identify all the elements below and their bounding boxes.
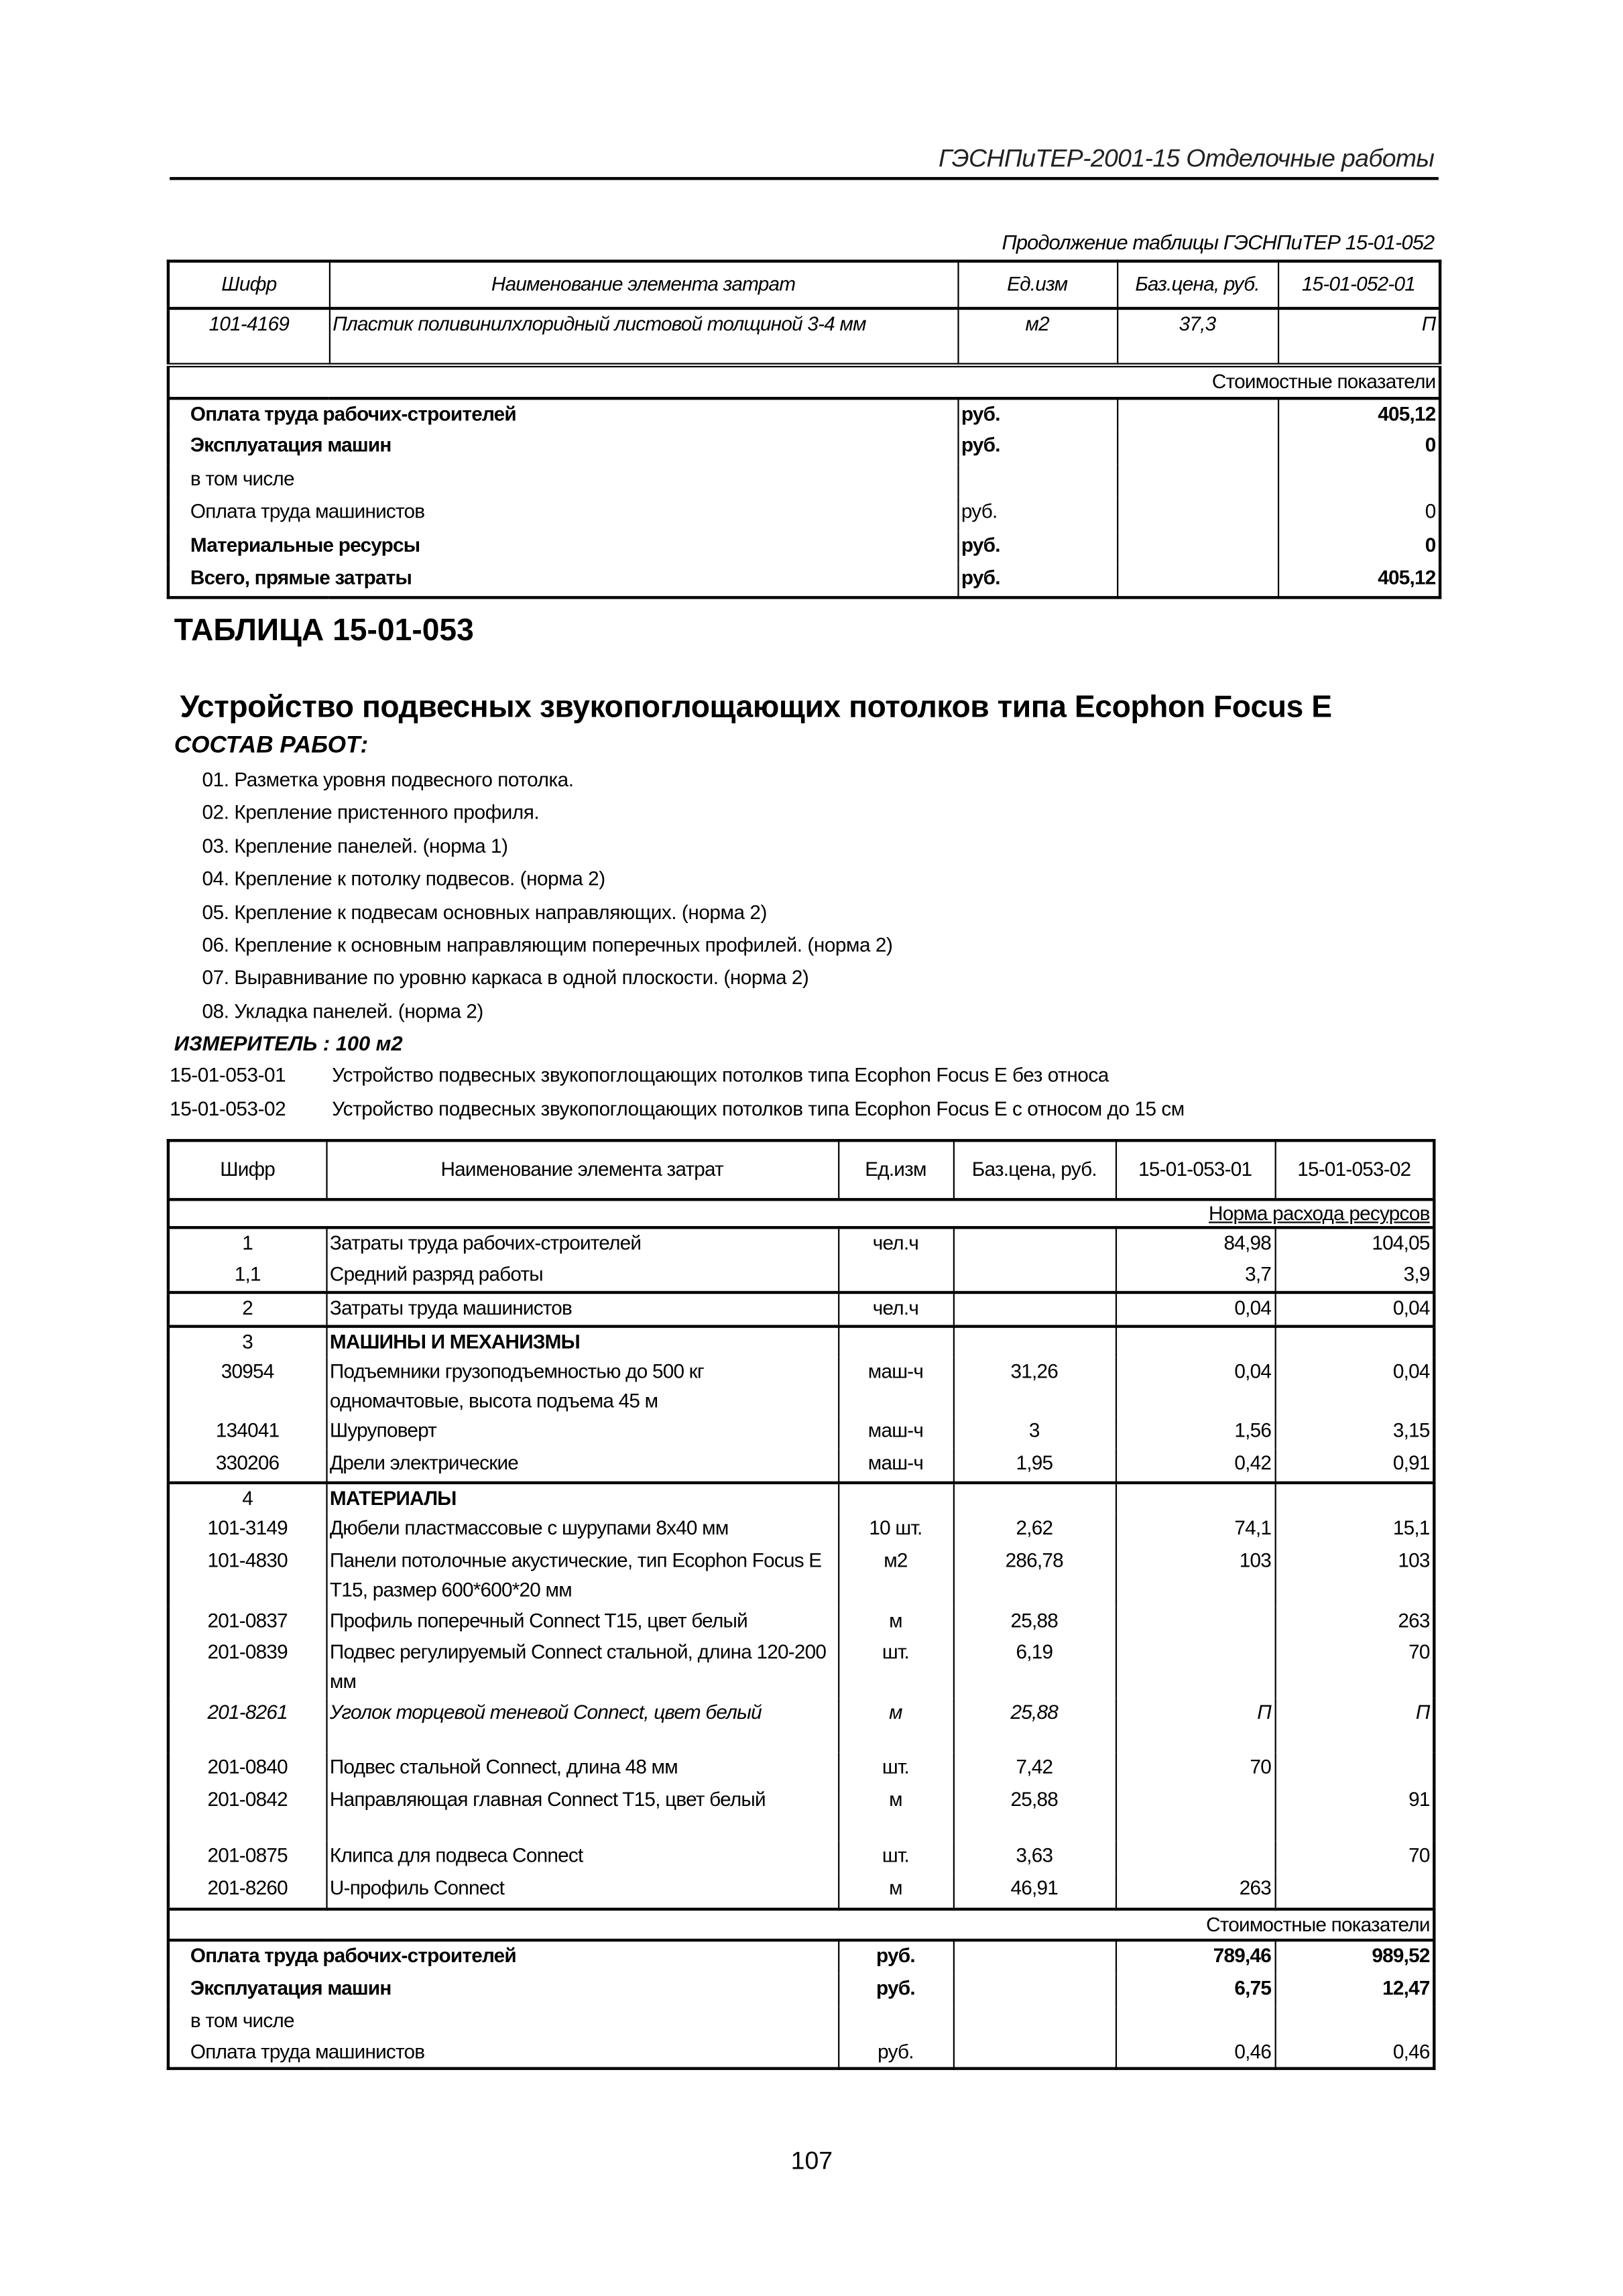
col-header-price: Баз.цена, руб. bbox=[953, 1140, 1116, 1199]
col-header-code: Шифр bbox=[220, 1158, 276, 1181]
page-number: 107 bbox=[790, 2147, 833, 2175]
work-item: 03. Крепление панелей. (норма 1) bbox=[202, 835, 508, 857]
resource-price: 1,95 bbox=[953, 1449, 1116, 1483]
resource-norm-02: 91 bbox=[1275, 1785, 1435, 1841]
summary-price bbox=[953, 1940, 1116, 1974]
resource-unit: м bbox=[838, 1698, 953, 1752]
resource-code: 201-0837 bbox=[207, 1610, 288, 1632]
row-price: 37,3 bbox=[1117, 308, 1278, 365]
summary-value-02: 989,52 bbox=[1275, 1940, 1435, 1974]
cost-header-row bbox=[168, 365, 1440, 398]
meter-label: ИЗМЕРИТЕЛЬ : 100 м2 bbox=[174, 1031, 403, 1055]
resource-price: 286,78 bbox=[953, 1547, 1116, 1607]
resource-code: 201-8260 bbox=[207, 1876, 288, 1899]
resource-name: Подъемники грузоподъемностью до 500 кг одномачтовые, высота подъема 45 м bbox=[326, 1357, 838, 1416]
row-unit: м2 bbox=[957, 308, 1117, 365]
col-header-unit: Ед.изм bbox=[957, 261, 1117, 308]
resource-norm-02 bbox=[1275, 1874, 1435, 1909]
variant-text: Устройство подвесных звукопоглощающих потолков типа Ecophon Focus E без относа bbox=[332, 1063, 1109, 1086]
resource-norm-02: П bbox=[1275, 1698, 1435, 1752]
resource-price bbox=[953, 1260, 1116, 1292]
summary-label: Всего, прямые затраты bbox=[190, 567, 412, 590]
table-continuation-caption: Продолжение таблицы ГЭСНПиТЕР 15-01-052 bbox=[1002, 230, 1435, 254]
summary-unit: руб. bbox=[957, 497, 1117, 531]
resource-unit: маш-ч bbox=[838, 1449, 953, 1483]
summary-label: Эксплуатация машин bbox=[190, 1977, 392, 2000]
cost-header: Стоимостные показатели bbox=[1211, 369, 1436, 392]
summary-row bbox=[168, 531, 1440, 564]
resource-row bbox=[168, 1416, 1434, 1449]
resource-norm-01: 0,42 bbox=[1116, 1449, 1275, 1483]
col-header-name: Наименование элемента затрат bbox=[329, 261, 958, 308]
resource-norm-01 bbox=[1116, 1607, 1275, 1638]
summary-value-01: 0,46 bbox=[1116, 2037, 1275, 2068]
table-row bbox=[168, 308, 1440, 365]
resource-unit: чел.ч bbox=[838, 1227, 953, 1260]
work-item: 08. Укладка панелей. (норма 2) bbox=[202, 1000, 483, 1022]
resource-code: 134041 bbox=[215, 1419, 280, 1442]
summary-label: в том числе bbox=[190, 467, 294, 490]
col-header-name: Наименование элемента затрат bbox=[326, 1140, 838, 1199]
cost-header: Стоимостные показатели bbox=[1206, 1913, 1430, 1936]
resource-name: Подвес стальной Connect, длина 48 мм bbox=[326, 1753, 838, 1785]
row-name: Пластик поливинилхлоридный листовой толщиной 3-4 мм bbox=[329, 308, 958, 365]
summary-label: Оплата труда машинистов bbox=[190, 500, 425, 523]
resource-code: 201-0840 bbox=[207, 1756, 288, 1778]
summary-row bbox=[168, 465, 1440, 498]
resource-price: 25,88 bbox=[953, 1785, 1116, 1841]
resource-row bbox=[168, 1514, 1434, 1546]
resource-row bbox=[168, 1607, 1434, 1638]
summary-row bbox=[168, 398, 1440, 431]
summary-price bbox=[1117, 398, 1278, 431]
summary-unit: руб. bbox=[838, 1974, 953, 2006]
summary-price bbox=[1117, 564, 1278, 598]
summary-unit: руб. bbox=[957, 398, 1117, 431]
summary-value-01 bbox=[1116, 2006, 1275, 2037]
table-name: ТАБЛИЦА 15-01-053 bbox=[174, 613, 474, 648]
resource-norm-02: 70 bbox=[1275, 1841, 1435, 1874]
resource-price: 46,91 bbox=[953, 1874, 1116, 1909]
resource-norm-02: 15,1 bbox=[1275, 1514, 1435, 1546]
resource-norm-01: 0,04 bbox=[1116, 1357, 1275, 1416]
resource-norm-02: 104,05 bbox=[1275, 1227, 1435, 1260]
resource-unit: м2 bbox=[838, 1547, 953, 1607]
resource-norm-02: 70 bbox=[1275, 1638, 1435, 1698]
resource-norm-01 bbox=[1116, 1483, 1275, 1514]
resource-norm-02: 0,91 bbox=[1275, 1449, 1435, 1483]
resource-price: 2,62 bbox=[953, 1514, 1116, 1546]
resource-code: 201-0839 bbox=[207, 1640, 288, 1663]
running-header: ГЭСНПиТЕР-2001-15 Отделочные работы bbox=[938, 144, 1435, 173]
resource-norm-01: 263 bbox=[1116, 1874, 1275, 1909]
section-row bbox=[168, 1327, 1434, 1357]
table-15-01-053 bbox=[167, 1139, 1436, 2070]
resource-unit: чел.ч bbox=[838, 1292, 953, 1327]
works-label: СОСТАВ РАБОТ: bbox=[174, 733, 369, 759]
summary-row bbox=[168, 1974, 1434, 2006]
resource-name: МАШИНЫ И МЕХАНИЗМЫ bbox=[326, 1327, 838, 1357]
resource-row bbox=[168, 1547, 1434, 1607]
summary-unit bbox=[957, 465, 1117, 498]
summary-unit bbox=[838, 2006, 953, 2037]
resource-norm-02 bbox=[1275, 1753, 1435, 1785]
resource-norm-01 bbox=[1116, 1785, 1275, 1841]
resource-unit: маш-ч bbox=[838, 1357, 953, 1416]
summary-value bbox=[1278, 465, 1440, 498]
summary-label: Оплата труда машинистов bbox=[190, 2040, 425, 2063]
resource-name: Дрели электрические bbox=[326, 1449, 838, 1483]
table-header-row bbox=[168, 261, 1440, 308]
resource-unit: маш-ч bbox=[838, 1416, 953, 1449]
resource-unit: м bbox=[838, 1874, 953, 1909]
resource-norm-01: 84,98 bbox=[1116, 1227, 1275, 1260]
resource-name: Клипса для подвеса Connect bbox=[326, 1841, 838, 1874]
summary-price bbox=[1117, 531, 1278, 564]
table-header-row bbox=[168, 1140, 1434, 1199]
resource-unit bbox=[838, 1483, 953, 1514]
variant-code: 15-01-053-02 bbox=[170, 1097, 286, 1120]
resource-name: Подвес регулируемый Connect стальной, длина 120-200 мм bbox=[326, 1638, 838, 1698]
resource-price bbox=[953, 1483, 1116, 1514]
row-value: П bbox=[1278, 308, 1440, 365]
work-item: 05. Крепление к подвесам основных направляющих. (норма 2) bbox=[202, 900, 767, 923]
resource-code: 201-0875 bbox=[207, 1844, 288, 1867]
resource-name: МАТЕРИАЛЫ bbox=[326, 1483, 838, 1514]
summary-row bbox=[168, 497, 1440, 531]
summary-value-02 bbox=[1275, 2006, 1435, 2037]
resource-name: Дюбели пластмассовые с шурупами 8х40 мм bbox=[326, 1514, 838, 1546]
col-header-price: Баз.цена, руб. bbox=[1117, 261, 1278, 308]
summary-price bbox=[1117, 465, 1278, 498]
work-item: 06. Крепление к основным направляющим поперечных профилей. (норма 2) bbox=[202, 934, 893, 957]
resource-name: Шуруповерт bbox=[326, 1416, 838, 1449]
resource-code: 30954 bbox=[221, 1360, 274, 1383]
summary-label: Оплата труда рабочих-строителей bbox=[190, 402, 516, 424]
summary-value-01: 6,75 bbox=[1116, 1974, 1275, 2006]
table-15-01-052-continuation bbox=[167, 259, 1442, 599]
resource-unit: м bbox=[838, 1785, 953, 1841]
resource-code: 101-3149 bbox=[207, 1516, 288, 1539]
header-rule bbox=[170, 177, 1439, 180]
summary-value: 0 bbox=[1278, 531, 1440, 564]
resource-norm-01: 103 bbox=[1116, 1547, 1275, 1607]
summary-unit: руб. bbox=[957, 431, 1117, 465]
summary-value: 0 bbox=[1278, 497, 1440, 531]
resource-name: Направляющая главная Connect T15, цвет белый bbox=[326, 1785, 838, 1841]
section-row bbox=[168, 1483, 1434, 1514]
summary-label: Оплата труда рабочих-строителей bbox=[190, 1944, 516, 1967]
summary-price bbox=[1117, 431, 1278, 465]
row-code: 101-4169 bbox=[208, 312, 290, 335]
resource-norm-01 bbox=[1116, 1841, 1275, 1874]
resource-row bbox=[168, 1638, 1434, 1698]
resource-price bbox=[953, 1327, 1116, 1357]
variant-text: Устройство подвесных звукопоглощающих потолков типа Ecophon Focus E с относом до 15 см bbox=[332, 1097, 1185, 1120]
resource-norm-01: П bbox=[1116, 1698, 1275, 1752]
resource-price: 31,26 bbox=[953, 1357, 1116, 1416]
resource-norm-01: 70 bbox=[1116, 1753, 1275, 1785]
resource-price: 25,88 bbox=[953, 1698, 1116, 1752]
resource-norm-01: 1,56 bbox=[1116, 1416, 1275, 1449]
resource-price bbox=[953, 1227, 1116, 1260]
resource-norm-01: 74,1 bbox=[1116, 1514, 1275, 1546]
resource-norm-01: 3,7 bbox=[1116, 1260, 1275, 1292]
resource-name: Затраты труда машинистов bbox=[326, 1292, 838, 1327]
resource-row bbox=[168, 1357, 1434, 1416]
resource-name: U-профиль Connect bbox=[326, 1874, 838, 1909]
resource-norm-01 bbox=[1116, 1327, 1275, 1357]
summary-price bbox=[953, 2006, 1116, 2037]
resource-price bbox=[953, 1292, 1116, 1327]
norm-header: Норма расхода ресурсов bbox=[1209, 1202, 1430, 1225]
summary-unit: руб. bbox=[957, 564, 1117, 598]
resource-code: 101-4830 bbox=[207, 1549, 288, 1571]
variant-code: 15-01-053-01 bbox=[170, 1063, 286, 1086]
summary-row bbox=[168, 1940, 1434, 1974]
resource-name: Панели потолочные акустические, тип Ecophon Focus E T15, размер 600*600*20 мм bbox=[326, 1547, 838, 1607]
summary-label: в том числе bbox=[190, 2009, 294, 2032]
summary-value-02: 0,46 bbox=[1275, 2037, 1435, 2068]
resource-row bbox=[168, 1841, 1434, 1874]
resource-row bbox=[168, 1874, 1434, 1909]
resource-row bbox=[168, 1449, 1434, 1483]
resource-name: Средний разряд работы bbox=[326, 1260, 838, 1292]
norm-header-row bbox=[168, 1199, 1434, 1227]
work-item: 04. Крепление к потолку подвесов. (норма 2) bbox=[202, 867, 605, 890]
summary-label: Эксплуатация машин bbox=[190, 434, 392, 457]
summary-unit: руб. bbox=[838, 2037, 953, 2068]
resource-price: 3,63 bbox=[953, 1841, 1116, 1874]
work-item: 07. Выравнивание по уровню каркаса в одной плоскости. (норма 2) bbox=[202, 967, 809, 989]
resource-norm-02 bbox=[1275, 1327, 1435, 1357]
resource-code: 4 bbox=[242, 1487, 253, 1510]
resource-price: 7,42 bbox=[953, 1753, 1116, 1785]
resource-row bbox=[168, 1227, 1434, 1260]
summary-row bbox=[168, 431, 1440, 465]
summary-row bbox=[168, 2006, 1434, 2037]
section-title: Устройство подвесных звукопоглощающих потолков типа Ecophon Focus E bbox=[180, 690, 1332, 725]
resource-unit: шт. bbox=[838, 1753, 953, 1785]
resource-unit bbox=[838, 1260, 953, 1292]
resource-unit: шт. bbox=[838, 1841, 953, 1874]
col-header-unit: Ед.изм bbox=[838, 1140, 953, 1199]
resource-code: 1 bbox=[242, 1231, 253, 1254]
resource-unit: м bbox=[838, 1607, 953, 1638]
resource-norm-01 bbox=[1116, 1638, 1275, 1698]
resource-price: 25,88 bbox=[953, 1607, 1116, 1638]
resource-norm-02: 103 bbox=[1275, 1547, 1435, 1607]
summary-value: 0 bbox=[1278, 431, 1440, 465]
resource-price: 3 bbox=[953, 1416, 1116, 1449]
resource-price: 6,19 bbox=[953, 1638, 1116, 1698]
resource-unit: 10 шт. bbox=[838, 1514, 953, 1546]
summary-row bbox=[168, 564, 1440, 598]
resource-norm-02: 263 bbox=[1275, 1607, 1435, 1638]
resource-name: Уголок торцевой теневой Connect, цвет белый bbox=[326, 1698, 838, 1752]
resource-code: 201-0842 bbox=[207, 1788, 288, 1811]
resource-norm-02: 3,9 bbox=[1275, 1260, 1435, 1292]
resource-code: 1,1 bbox=[234, 1262, 261, 1285]
summary-value: 405,12 bbox=[1278, 398, 1440, 431]
resource-unit: шт. bbox=[838, 1638, 953, 1698]
work-item: 01. Разметка уровня подвесного потолка. bbox=[202, 768, 574, 791]
summary-row bbox=[168, 2037, 1434, 2068]
summary-unit: руб. bbox=[838, 1940, 953, 1974]
cost-header-row bbox=[168, 1909, 1434, 1940]
resource-row bbox=[168, 1785, 1434, 1841]
resource-norm-01: 0,04 bbox=[1116, 1292, 1275, 1327]
summary-price bbox=[1117, 497, 1278, 531]
summary-price bbox=[953, 2037, 1116, 2068]
resource-code: 330206 bbox=[215, 1451, 280, 1474]
summary-value: 405,12 bbox=[1278, 564, 1440, 598]
resource-row bbox=[168, 1698, 1434, 1752]
resource-name: Затраты труда рабочих-строителей bbox=[326, 1227, 838, 1260]
summary-unit: руб. bbox=[957, 531, 1117, 564]
work-item: 02. Крепление пристенного профиля. bbox=[202, 801, 540, 824]
col-header-norm: 15-01-052-01 bbox=[1278, 261, 1440, 308]
resource-code: 3 bbox=[242, 1331, 253, 1353]
col-header-norm-02: 15-01-053-02 bbox=[1275, 1140, 1435, 1199]
resource-name: Профиль поперечный Connect T15, цвет белый bbox=[326, 1607, 838, 1638]
summary-value-01: 789,46 bbox=[1116, 1940, 1275, 1974]
col-header-code: Шифр bbox=[221, 273, 277, 296]
resource-norm-02: 0,04 bbox=[1275, 1357, 1435, 1416]
resource-unit bbox=[838, 1327, 953, 1357]
resource-norm-02 bbox=[1275, 1483, 1435, 1514]
summary-label: Материальные ресурсы bbox=[190, 534, 420, 556]
resource-row bbox=[168, 1292, 1434, 1327]
resource-code: 201-8261 bbox=[207, 1701, 288, 1724]
resource-row bbox=[168, 1260, 1434, 1292]
resource-norm-02: 3,15 bbox=[1275, 1416, 1435, 1449]
col-header-norm-01: 15-01-053-01 bbox=[1116, 1140, 1275, 1199]
summary-price bbox=[953, 1974, 1116, 2006]
resource-row bbox=[168, 1753, 1434, 1785]
resource-code: 2 bbox=[242, 1296, 253, 1319]
resource-norm-02: 0,04 bbox=[1275, 1292, 1435, 1327]
summary-value-02: 12,47 bbox=[1275, 1974, 1435, 2006]
